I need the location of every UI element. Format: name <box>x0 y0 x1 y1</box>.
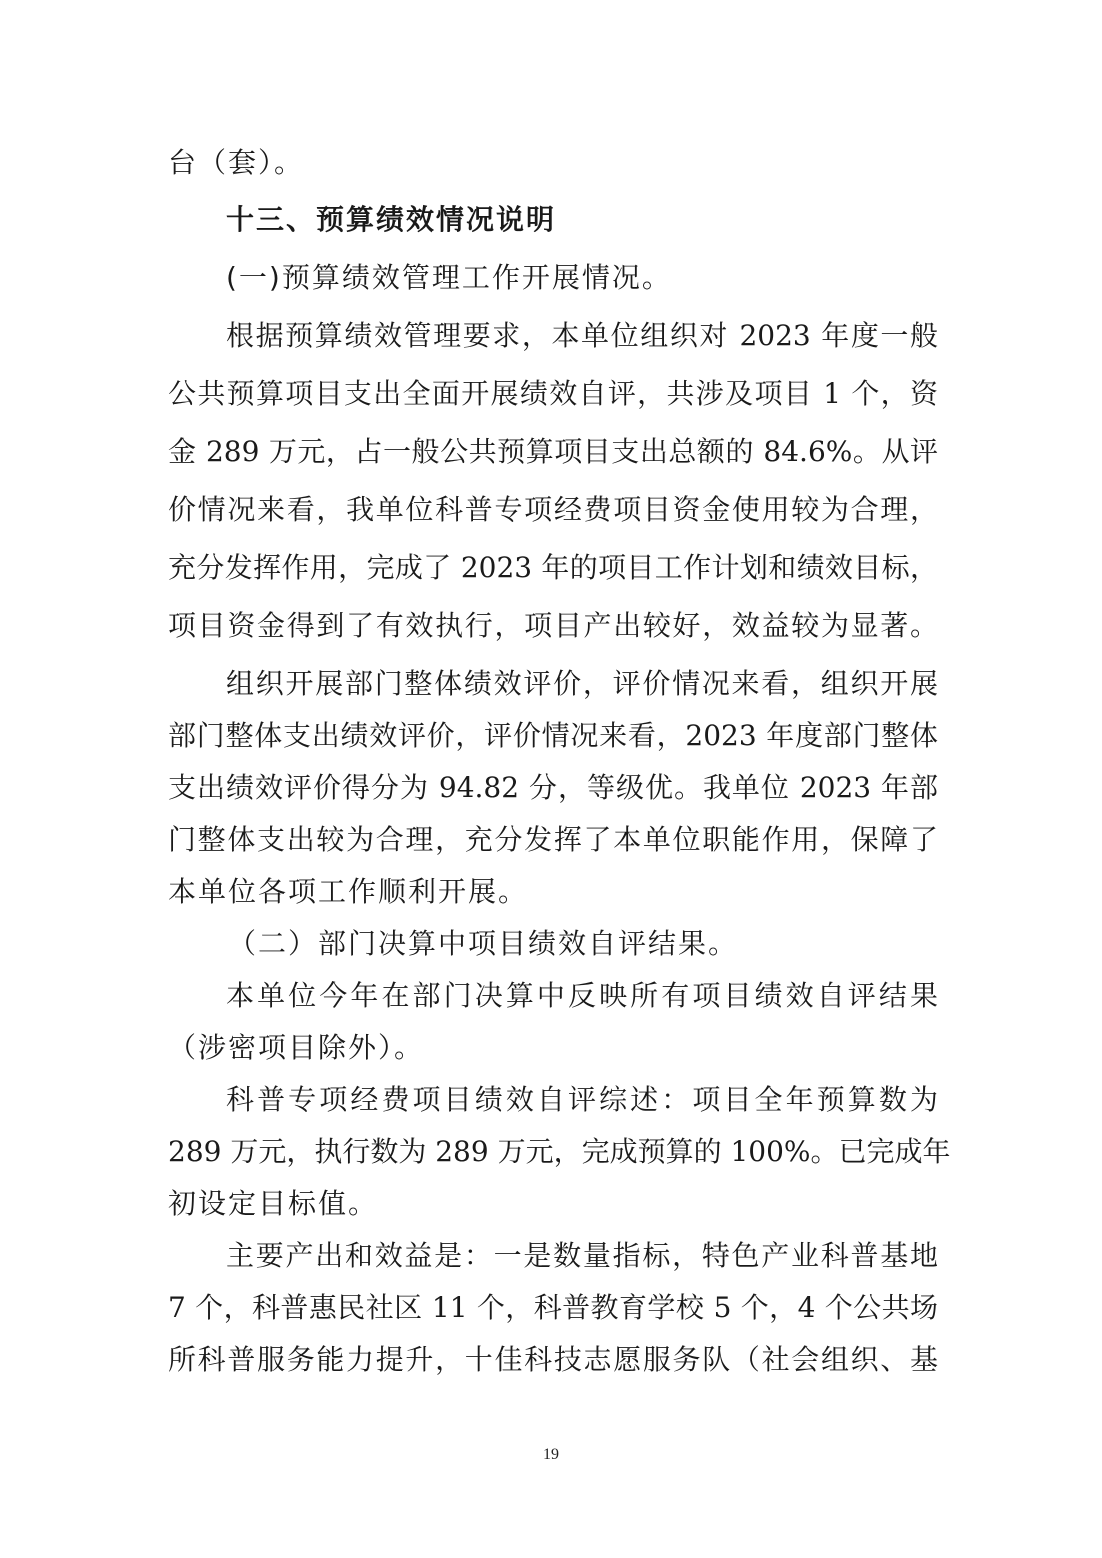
body-line: 支出绩效评价得分为 94.82 分，等级优。我单位 2023 年部 <box>168 771 938 804</box>
body-line: 充分发挥作用，完成了 2023 年的项目工作计划和绩效目标， <box>168 551 938 584</box>
body-line: 项目资金得到了有效执行，项目产出较好，效益较为显著。 <box>168 609 938 642</box>
body-line: 289 万元，执行数为 289 万元，完成预算的 100%。已完成年 <box>168 1135 951 1168</box>
section-heading: 十三、预算绩效情况说明 <box>226 203 557 236</box>
body-line: 根据预算绩效管理要求，本单位组织对 2023 年度一般 <box>226 319 938 352</box>
body-line: 部门整体支出绩效评价，评价情况来看，2023 年度部门整体 <box>168 719 938 752</box>
body-line: 科普专项经费项目绩效自评综述：项目全年预算数为 <box>226 1083 938 1116</box>
body-line: 所科普服务能力提升，十佳科技志愿服务队（社会组织、基 <box>168 1343 938 1376</box>
body-line: 本单位各项工作顺利开展。 <box>168 875 529 908</box>
body-line: 本单位今年在部门决算中反映所有项目绩效自评结果 <box>226 979 938 1012</box>
body-line: 7 个，科普惠民社区 11 个，科普教育学校 5 个，4 个公共场 <box>168 1291 938 1324</box>
body-line: 组织开展部门整体绩效评价，评价情况来看，组织开展 <box>226 667 938 700</box>
body-line: 公共预算项目支出全面开展绩效自评，共涉及项目 1 个，资 <box>168 377 938 410</box>
page-number: 19 <box>543 1446 559 1463</box>
body-line: 台（套）。 <box>168 146 305 179</box>
subsection-heading: （二）部门决算中项目绩效自评结果。 <box>228 927 739 960</box>
body-line: 金 289 万元，占一般公共预算项目支出总额的 84.6%。从评 <box>168 435 938 468</box>
subsection-heading: (一)预算绩效管理工作开展情况。 <box>226 261 672 294</box>
body-line: 初设定目标值。 <box>168 1187 379 1220</box>
body-line: 门整体支出较为合理，充分发挥了本单位职能作用，保障了 <box>168 823 938 856</box>
body-line: 价情况来看，我单位科普专项经费项目资金使用较为合理， <box>168 493 938 526</box>
body-line: 主要产出和效益是：一是数量指标，特色产业科普基地 <box>226 1239 938 1272</box>
body-line: （涉密项目除外）。 <box>168 1031 425 1064</box>
